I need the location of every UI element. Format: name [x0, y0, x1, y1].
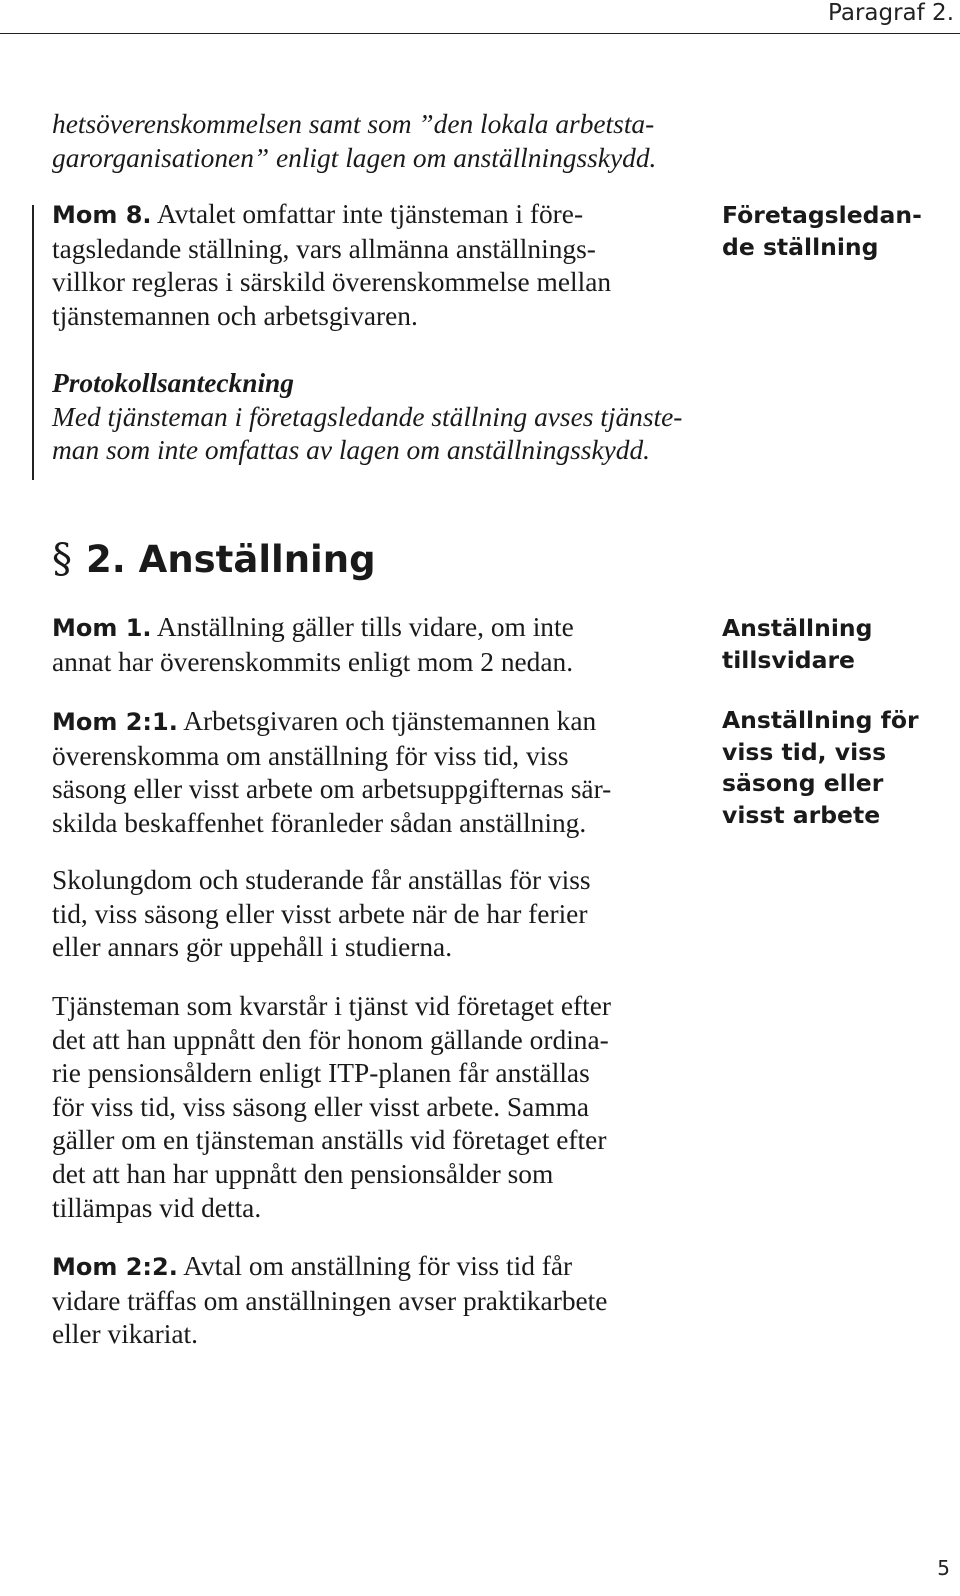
protocol-note — [52, 367, 712, 468]
section-heading — [52, 536, 376, 582]
mom8-paragraph — [52, 198, 712, 333]
mom8-text: Avtalet omfattar inte tjänsteman i före- tagsledande ställning, vars allmänna anställnings- villkor regleras i särskild överenskommelse mellan tjänstemannen och arbetsgivaren. — [52, 199, 612, 331]
mom8-label: Mom 8. — [52, 201, 152, 229]
margin-heading-mom8: Företagsledan- de ställning — [722, 201, 922, 261]
section-title: 2. Anställning — [86, 538, 376, 581]
pension-paragraph: Tjänsteman som kvarstår i tjänst vid företaget efter det att han uppnått den för honom gällande ordina- rie pensionsåldern enligt ITP-planen får anställas för viss tid, viss säsong eller visst arbete. Samma gäller om en tjänsteman anställs vid företaget efter det att han har uppnått den pensionsålder som tillämpas vid detta. — [52, 991, 612, 1223]
change-bar — [32, 205, 34, 480]
mom2-1-label: Mom 2:1. — [52, 708, 178, 736]
students-paragraph: Skolungdom och studerande får anställas för viss tid, viss säsong eller visst arbete när de har ferier eller annars gör uppehåll i studierna. — [52, 865, 591, 963]
mom2-1-text: Arbetsgivaren och tjänstemannen kan överenskomma om anställning för viss tid, viss säsong eller visst arbete om arbetsuppgifternas sär- skilda beskaffenhet föranleder sådan anställning. — [52, 706, 612, 838]
running-head: Paragraf 2. — [828, 0, 954, 26]
margin-heading-mom2-1: Anställning för viss tid, viss säsong eller visst arbete — [722, 706, 919, 829]
mom2-2-text: Avtal om anställning för viss tid får vidare träffas om anställningen avser praktikarbete eller vikariat. — [52, 1251, 608, 1350]
mom2-1-paragraph — [52, 705, 712, 840]
intro-paragraph: hetsöverenskommelsen samt som ”den lokala arbetsta- garorganisationen” enligt lagen om anställningsskydd. — [52, 109, 657, 173]
header-rule — [0, 33, 960, 34]
mom2-2-label: Mom 2:2. — [52, 1253, 178, 1281]
page-number: 5 — [937, 1556, 950, 1580]
mom2-2-paragraph — [52, 1250, 712, 1352]
margin-heading-mom1: Anställning tillsvidare — [722, 614, 873, 674]
section-symbol: § — [52, 536, 72, 582]
mom1-label: Mom 1. — [52, 614, 152, 642]
protocol-note-title: Protokollsanteckning — [52, 368, 294, 398]
protocol-note-text: Med tjänsteman i företagsledande ställning avses tjänste- man som inte omfattas av lagen om anställningsskydd. — [52, 401, 683, 466]
mom1-text: Anställning gäller tills vidare, om inte annat har överenskommits enligt mom 2 nedan. — [52, 612, 574, 677]
mom1-paragraph — [52, 611, 712, 679]
